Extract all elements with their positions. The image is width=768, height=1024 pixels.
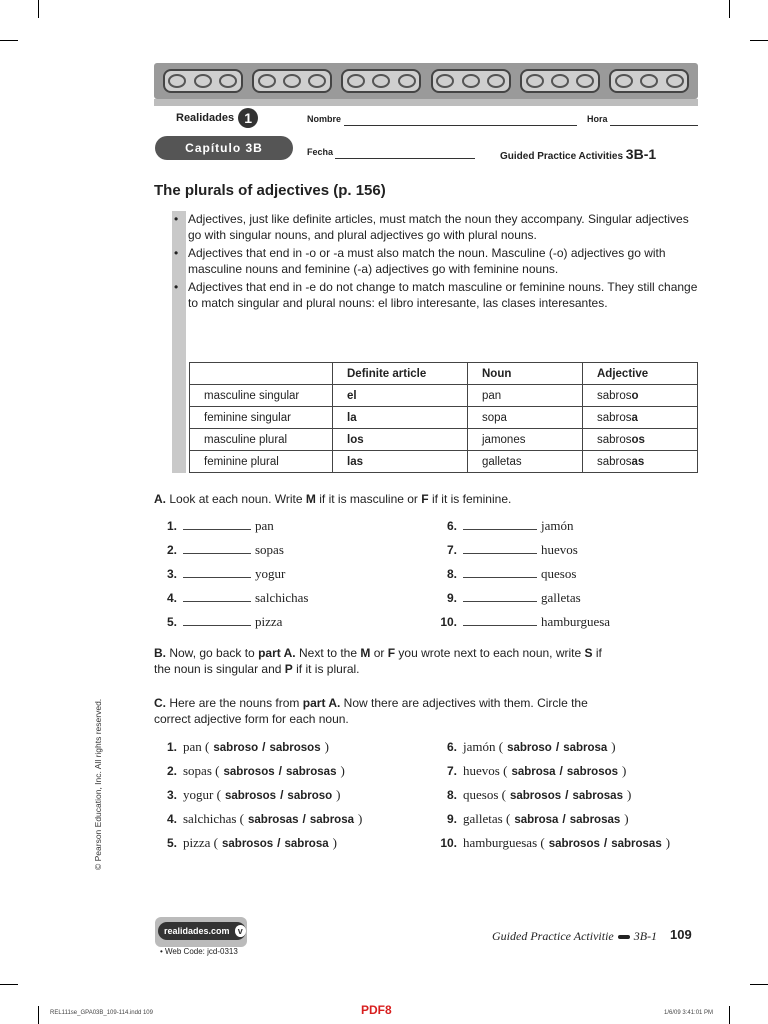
table-row: [190, 451, 698, 473]
list-item: 8. quesos ( sabrosos / sabrosas ): [435, 787, 670, 811]
answer-blank[interactable]: [183, 529, 251, 530]
instr-text: you wrote next to each noun, write: [398, 646, 582, 660]
level-badge: 1: [238, 108, 258, 128]
list-item: [435, 542, 610, 566]
row-adjective: [583, 407, 698, 429]
instr-text: Now, go back to: [169, 646, 255, 660]
dash-mark: [618, 935, 630, 939]
option-a[interactable]: sabroso: [213, 742, 259, 754]
table-row: [190, 385, 698, 407]
item-noun: yogur: [183, 787, 214, 802]
adjective-table: [189, 362, 698, 473]
item-number: 4.: [166, 591, 177, 605]
bullet-list: [188, 211, 698, 313]
row-noun: jamones: [468, 429, 583, 451]
item-noun: jamón: [463, 739, 496, 754]
chapter-pill: Capítulo 3B: [155, 136, 293, 160]
activity-label: [500, 146, 656, 162]
table-header: Adjective: [583, 363, 698, 385]
adj-ending: as: [631, 455, 645, 468]
instr-text: if it is plural.: [296, 662, 360, 676]
item-noun: huevos: [541, 542, 578, 557]
item-number: 8.: [446, 567, 457, 581]
adj-stem: sabros: [597, 411, 632, 424]
item-noun: pizza: [255, 614, 283, 629]
row-label: feminine plural: [190, 451, 333, 473]
list-item: [435, 518, 610, 542]
list-item: 4. salchichas ( sabrosas / sabrosa ): [155, 811, 362, 835]
pdf-stamp: PDF8: [361, 1003, 392, 1017]
banner-underbar: [154, 99, 698, 106]
series-label: [176, 108, 258, 128]
instr-f: F: [421, 492, 429, 506]
item-number: 10.: [440, 615, 457, 629]
table-row: [190, 407, 698, 429]
item-number: 6.: [446, 519, 457, 533]
row-label: masculine plural: [190, 429, 333, 451]
instr-m: M: [360, 646, 371, 660]
chevron-down-icon: v: [235, 925, 246, 937]
row-adjective: [583, 451, 698, 473]
part-b-letter: B.: [154, 646, 166, 660]
item-noun: yogur: [255, 566, 286, 581]
option-a[interactable]: sabrosos: [509, 790, 562, 802]
item-number: 9.: [446, 591, 457, 605]
option-b[interactable]: sabrosa: [284, 838, 329, 850]
print-date: 1/6/09 3:41:01 PM: [664, 1010, 714, 1016]
item-number: 5.: [166, 836, 177, 850]
page-title: The plurals of adjectives (p. 156): [154, 182, 386, 199]
file-slug: REL111se_GPA03B_109-114.indd 109: [50, 1010, 153, 1016]
instr-text: the noun is singular and: [154, 662, 282, 676]
web-code: • Web Code: jcd-0313: [160, 947, 238, 956]
item-number: 6.: [446, 740, 457, 754]
running-code: 3B-1: [633, 929, 658, 943]
item-noun: quesos: [463, 787, 499, 802]
item-noun: huevos: [463, 763, 500, 778]
instr-ref: part A.: [302, 696, 341, 710]
list-item: 5. pizza ( sabrosos / sabrosa ): [155, 835, 362, 859]
answer-blank[interactable]: [183, 553, 251, 554]
instr-text: Here are the nouns from: [169, 696, 300, 710]
table-header: [190, 363, 333, 385]
list-item: [435, 614, 610, 638]
answer-blank[interactable]: [463, 553, 537, 554]
realidades-link[interactable]: [158, 922, 246, 940]
list-item: [155, 614, 308, 638]
fecha-label: Fecha: [307, 147, 334, 157]
instr-m: M: [305, 492, 316, 506]
adj-stem: sabros: [597, 433, 632, 446]
bullet-1: • Adjectives, just like definite articles, must match the noun they accompany. Singular adjectives go with singular nouns, and plural adjectives go with plural nouns.: [188, 211, 698, 243]
instr-text: or: [373, 646, 385, 660]
item-noun: salchichas: [255, 590, 309, 605]
answer-blank[interactable]: [463, 601, 537, 602]
list-item: 10. hamburguesas ( sabrosos / sabrosas ): [435, 835, 670, 859]
part-a-instruction: [154, 491, 699, 507]
list-item: [155, 590, 308, 614]
item-number: 1.: [166, 519, 177, 533]
instr-p: P: [284, 662, 293, 676]
option-b[interactable]: sabrosos: [269, 742, 321, 754]
item-noun: pan: [255, 518, 274, 533]
option-a[interactable]: sabrosa: [511, 766, 556, 778]
row-article: los: [333, 429, 468, 451]
item-number: 5.: [166, 615, 177, 629]
adj-stem: sabros: [597, 455, 632, 468]
copyright-notice: © Pearson Education, Inc. All rights reserved.: [93, 698, 103, 870]
row-article: el: [333, 385, 468, 407]
part-c-letter: C.: [154, 696, 166, 710]
instr-text: Next to the: [298, 646, 358, 660]
option-b[interactable]: sabroso: [287, 790, 333, 802]
nombre-label: Nombre: [307, 114, 342, 124]
list-item: [155, 518, 308, 542]
list-item: 3. yogur ( sabrosos / sabroso ): [155, 787, 362, 811]
part-a-left-column: [155, 518, 308, 638]
item-number: 1.: [166, 740, 177, 754]
option-b[interactable]: sabrosa: [309, 814, 354, 826]
answer-blank[interactable]: [463, 577, 537, 578]
part-a-right-column: [435, 518, 610, 638]
running-footer: [492, 929, 657, 944]
part-c-left-column: [155, 739, 362, 859]
option-b[interactable]: sabrosos: [566, 766, 619, 778]
instr-text: if: [595, 646, 602, 660]
part-c-instruction: [154, 695, 699, 727]
series-name: Realidades: [176, 112, 235, 124]
list-item: [435, 590, 610, 614]
instr-text: Look at each noun. Write: [169, 492, 303, 506]
item-noun: pizza: [183, 835, 211, 850]
table-header-row: [190, 363, 698, 385]
item-noun: hamburguesas: [463, 835, 538, 850]
fecha-field[interactable]: [335, 146, 475, 159]
instr-text: Now there are adjectives with them. Circle the: [343, 696, 588, 710]
part-a-letter: A.: [154, 492, 166, 506]
item-noun: quesos: [541, 566, 577, 581]
activity-code: 3B-1: [625, 146, 657, 162]
answer-blank[interactable]: [183, 601, 251, 602]
option-a[interactable]: sabrosas: [248, 814, 299, 826]
instr-text: correct adjective form for each noun.: [154, 712, 349, 726]
row-noun: galletas: [468, 451, 583, 473]
option-a[interactable]: sabrosa: [514, 814, 559, 826]
item-number: 7.: [446, 764, 457, 778]
answer-blank[interactable]: [183, 577, 251, 578]
option-a[interactable]: sabroso: [507, 742, 552, 754]
row-label: masculine singular: [190, 385, 333, 407]
list-item: [155, 566, 308, 590]
adj-ending: a: [631, 411, 638, 424]
item-number: 8.: [446, 788, 457, 802]
item-noun: galletas: [541, 590, 581, 605]
item-number: 9.: [446, 812, 457, 826]
option-a[interactable]: sabrosos: [223, 766, 275, 778]
list-item: 7. huevos ( sabrosa / sabrosos ): [435, 763, 670, 787]
option-b[interactable]: sabrosa: [563, 742, 608, 754]
hora-label: Hora: [587, 114, 608, 124]
part-c-right-column: [435, 739, 670, 859]
table-row: [190, 429, 698, 451]
page-number: 109: [670, 927, 692, 942]
hora-field[interactable]: [610, 113, 698, 126]
adj-ending: os: [631, 433, 645, 446]
option-b[interactable]: sabrosas: [611, 838, 662, 850]
table-header: Definite article: [333, 363, 468, 385]
list-item: 2. sopas ( sabrosos / sabrosas ): [155, 763, 362, 787]
bullet-2: • Adjectives that end in -o or -a must also match the noun. Masculine (-o) adjectives go with masculine nouns and feminine (-a) adjectives go with feminine nouns.: [188, 245, 698, 277]
instr-text: if it is masculine or: [319, 492, 418, 506]
option-a[interactable]: sabrosos: [222, 838, 274, 850]
item-noun: jamón: [541, 518, 574, 533]
list-item: [435, 566, 610, 590]
option-b[interactable]: sabrosas: [569, 814, 621, 826]
list-item: [155, 542, 308, 566]
item-number: 3.: [166, 567, 177, 581]
answer-blank[interactable]: [463, 625, 537, 626]
nombre-field[interactable]: [344, 113, 577, 126]
item-noun: galletas: [463, 811, 503, 826]
adj-stem: sabros: [597, 389, 632, 402]
instr-s: S: [584, 646, 593, 660]
item-number: 2.: [166, 764, 177, 778]
adj-ending: o: [631, 389, 639, 402]
item-noun: pan: [183, 739, 202, 754]
list-item: 6. jamón ( sabroso / sabrosa ): [435, 739, 670, 763]
item-number: 7.: [446, 543, 457, 557]
bullet-3: • Adjectives that end in -e do not change to match masculine or feminine nouns. They still change to match singular and plural nouns: el libro interesante, las clases interesantes.: [188, 279, 698, 311]
answer-blank[interactable]: [183, 625, 251, 626]
option-b[interactable]: sabrosas: [572, 790, 623, 802]
item-noun: sopas: [183, 763, 212, 778]
running-title: Guided Practice Activitie: [492, 929, 614, 943]
row-noun: sopa: [468, 407, 583, 429]
instr-ref: part A.: [258, 646, 296, 660]
instr-text: if it is feminine.: [431, 492, 512, 506]
part-b-instruction: [154, 645, 699, 677]
item-noun: sopas: [255, 542, 284, 557]
row-label: feminine singular: [190, 407, 333, 429]
item-number: 3.: [166, 788, 177, 802]
row-article: las: [333, 451, 468, 473]
answer-blank[interactable]: [463, 529, 537, 530]
item-noun: salchichas: [183, 811, 237, 826]
option-a[interactable]: sabrosos: [224, 790, 277, 802]
instr-f: F: [387, 646, 396, 660]
item-number: 10.: [440, 836, 457, 850]
row-adjective: [583, 429, 698, 451]
option-b[interactable]: sabrosas: [285, 766, 337, 778]
item-noun: hamburguesa: [541, 614, 611, 629]
list-item: 1. pan ( sabroso / sabrosos ): [155, 739, 362, 763]
option-a[interactable]: sabrosos: [548, 838, 600, 850]
item-number: 4.: [166, 812, 177, 826]
activity-label-text: Guided Practice Activities: [500, 151, 624, 162]
row-noun: pan: [468, 385, 583, 407]
row-adjective: [583, 385, 698, 407]
decorative-banner: [154, 63, 698, 99]
site-name: realidades.com: [164, 926, 230, 936]
table-header: Noun: [468, 363, 583, 385]
item-number: 2.: [166, 543, 177, 557]
list-item: 9. galletas ( sabrosa / sabrosas ): [435, 811, 670, 835]
row-article: la: [333, 407, 468, 429]
